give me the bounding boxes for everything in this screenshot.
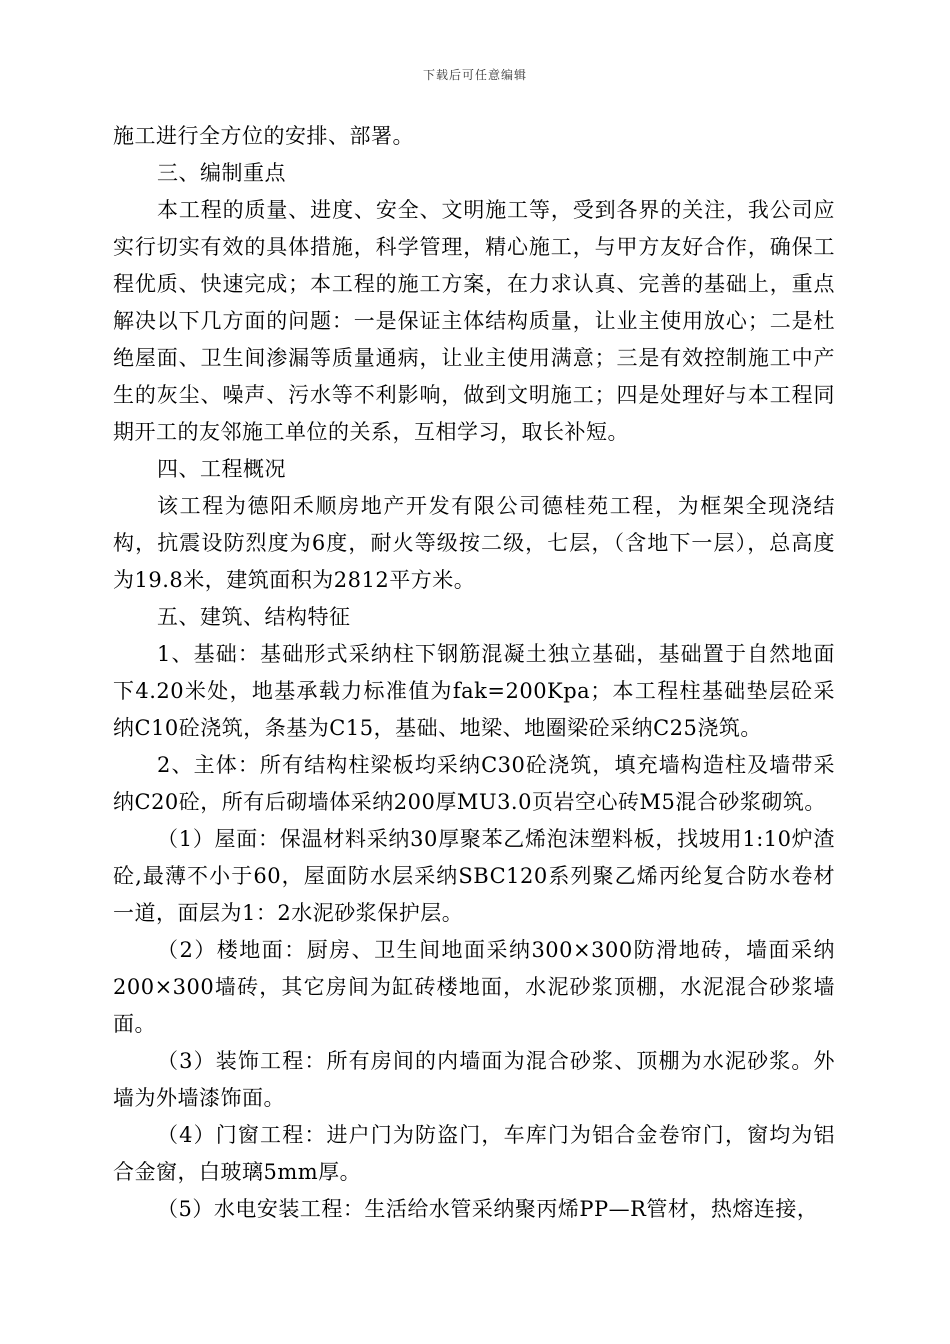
paragraph-decoration: （3）装饰工程：所有房间的内墙面为混合砂浆、顶棚为水泥砂浆。外墙为外墙漆饰面。 (113, 1049, 835, 1110)
paragraph-floor: （2）楼地面：厨房、卫生间地面采纳300×300防滑地砖，墙面采纳200×300墙砖，其它房间为缸砖楼地面，水泥砂浆顶棚，水泥混合砂浆墙面。 (113, 938, 835, 1036)
paragraph-plumbing-electrical: （5）水电安装工程：生活给水管采纳聚丙烯PP—R管材，热熔连接， (157, 1197, 819, 1221)
paragraph-roof: （1）屋面：保温材料采纳30厚聚苯乙烯泡沫塑料板，找坡用1:10炉渣砼,最薄不小于60，屋面防水层采纳SBC120系列聚乙烯丙纶复合防水卷材一道，面层为1：2水泥砂浆保护层。 (113, 827, 835, 925)
paragraph-compilation-focus: 本工程的质量、进度、安全、文明施工等，受到各界的关注，我公司应实行切实有效的具体措施，科学管理，精心施工，与甲方友好合作，确保工程优质、快速完成；本工程的施工方案，在力求认真、完善的基础上，重点解决以下几方面的问题：一是保证主体结构质量，让业主使用放心；二是杜绝屋面、卫生间渗漏等质量通病，让业主使用满意；三是有效控制施工中产生的灰尘、噪声、污水等不利影响，做到文明施工；四是处理好与本工程同期开工的友邻施工单位的关系，互相学习，取长补短。 (113, 198, 835, 444)
paragraph-foundation: 1、基础：基础形式采纳柱下钢筋混凝土独立基础，基础置于自然地面下4.20米处，地基承载力标准值为fak=200Kpa；本工程柱基础垫层砼采纳C10砼浇筑，条基为C15，基础、地梁、地圈梁砼采纳C25浇筑。 (113, 642, 835, 740)
section-heading-project-overview: 四、工程概况 (157, 457, 286, 481)
paragraph-continuation: 施工进行全方位的安排、部署。 (113, 124, 414, 148)
section-heading-compilation-focus: 三、编制重点 (157, 161, 286, 185)
paragraph-project-overview: 该工程为德阳禾顺房地产开发有限公司德桂苑工程，为框架全现浇结构，抗震设防烈度为6度，耐火等级按二级，七层，（含地下一层），总高度为19.8米，建筑面积为2812平方米。 (113, 494, 835, 592)
paragraph-doors-windows: （4）门窗工程：进户门为防盗门，车库门为铝合金卷帘门，窗均为铝合金窗，白玻璃5mm厚。 (113, 1123, 835, 1184)
paragraph-main-structure: 2、主体：所有结构柱梁板均采纳C30砼浇筑，填充墙构造柱及墙带采纳C20砼，所有后砌墙体采纳200厚MU3.0页岩空心砖M5混合砂浆砌筑。 (113, 753, 835, 814)
section-heading-structural-features: 五、建筑、结构特征 (157, 605, 351, 629)
document-body (113, 118, 835, 1228)
header-note: 下载后可任意编辑 (422, 68, 527, 82)
